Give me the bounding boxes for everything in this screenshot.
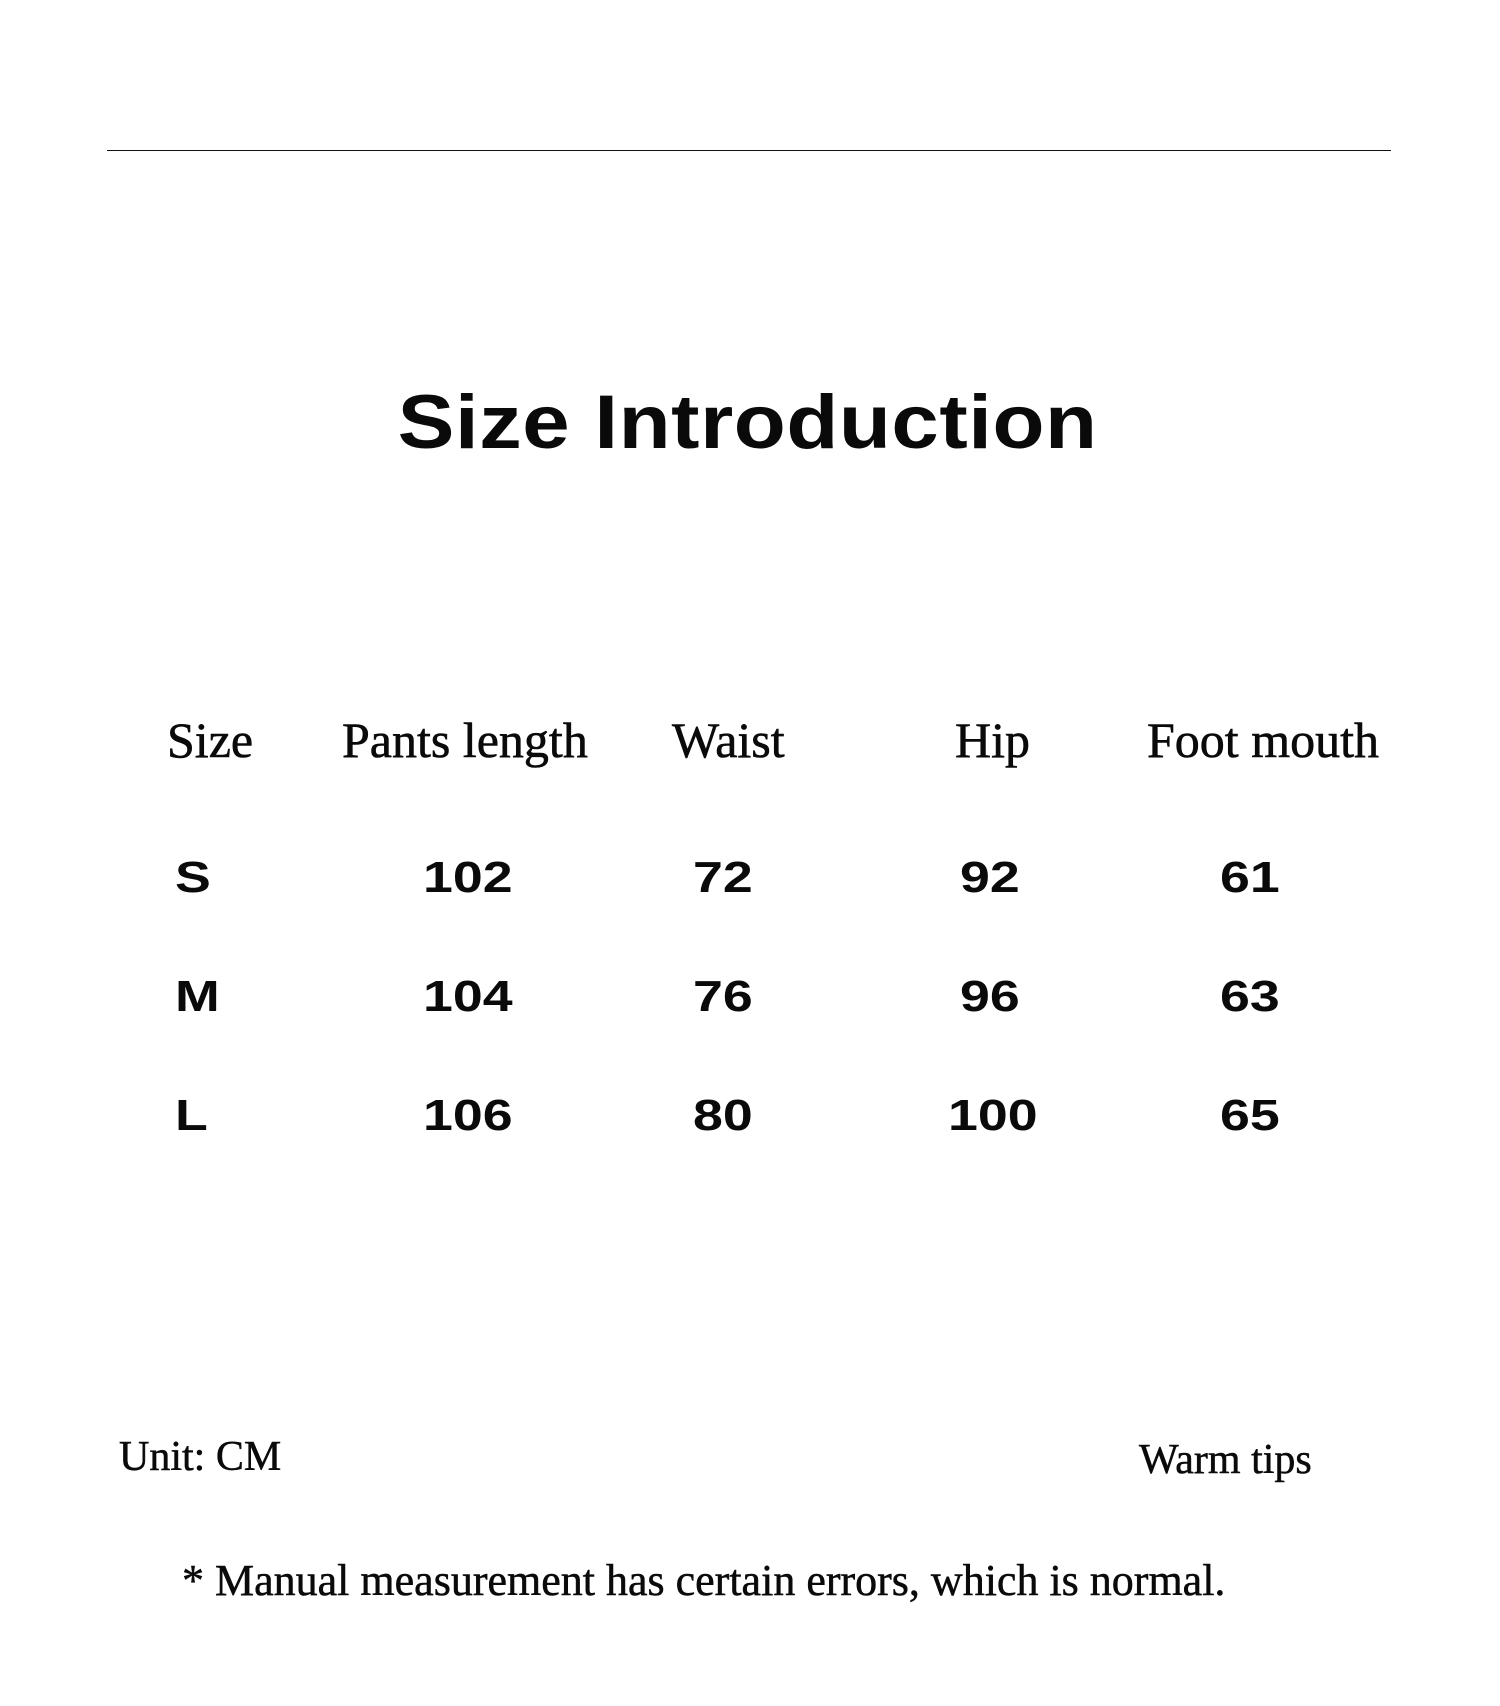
cell-hip: 100: [948, 1091, 1038, 1140]
cell-size: S: [175, 853, 211, 902]
cell-waist: 76: [693, 972, 753, 1021]
header-size: Size: [167, 712, 254, 768]
cell-foot-mouth: 65: [1220, 1091, 1280, 1140]
cell-waist: 80: [693, 1091, 753, 1140]
warm-tips-label: Warm tips: [1139, 1437, 1312, 1483]
footnote: * Manual measurement has certain errors, which is normal.: [182, 1556, 1226, 1605]
cell-size: M: [175, 972, 220, 1021]
page-title: Size Introduction: [397, 380, 1098, 465]
unit-label: Unit: CM: [119, 1434, 282, 1480]
cell-hip: 96: [960, 972, 1020, 1021]
cell-pants-length: 104: [423, 972, 513, 1021]
header-waist: Waist: [672, 712, 785, 768]
top-divider: [107, 150, 1391, 151]
header-hip: Hip: [955, 712, 1030, 768]
cell-hip: 92: [960, 853, 1020, 902]
cell-pants-length: 106: [423, 1091, 513, 1140]
cell-foot-mouth: 61: [1220, 853, 1280, 902]
cell-waist: 72: [693, 853, 753, 902]
header-foot-mouth: Foot mouth: [1147, 712, 1379, 768]
cell-pants-length: 102: [423, 853, 513, 902]
cell-foot-mouth: 63: [1220, 972, 1280, 1021]
cell-size: L: [175, 1091, 208, 1140]
header-pants-length: Pants length: [342, 712, 588, 768]
